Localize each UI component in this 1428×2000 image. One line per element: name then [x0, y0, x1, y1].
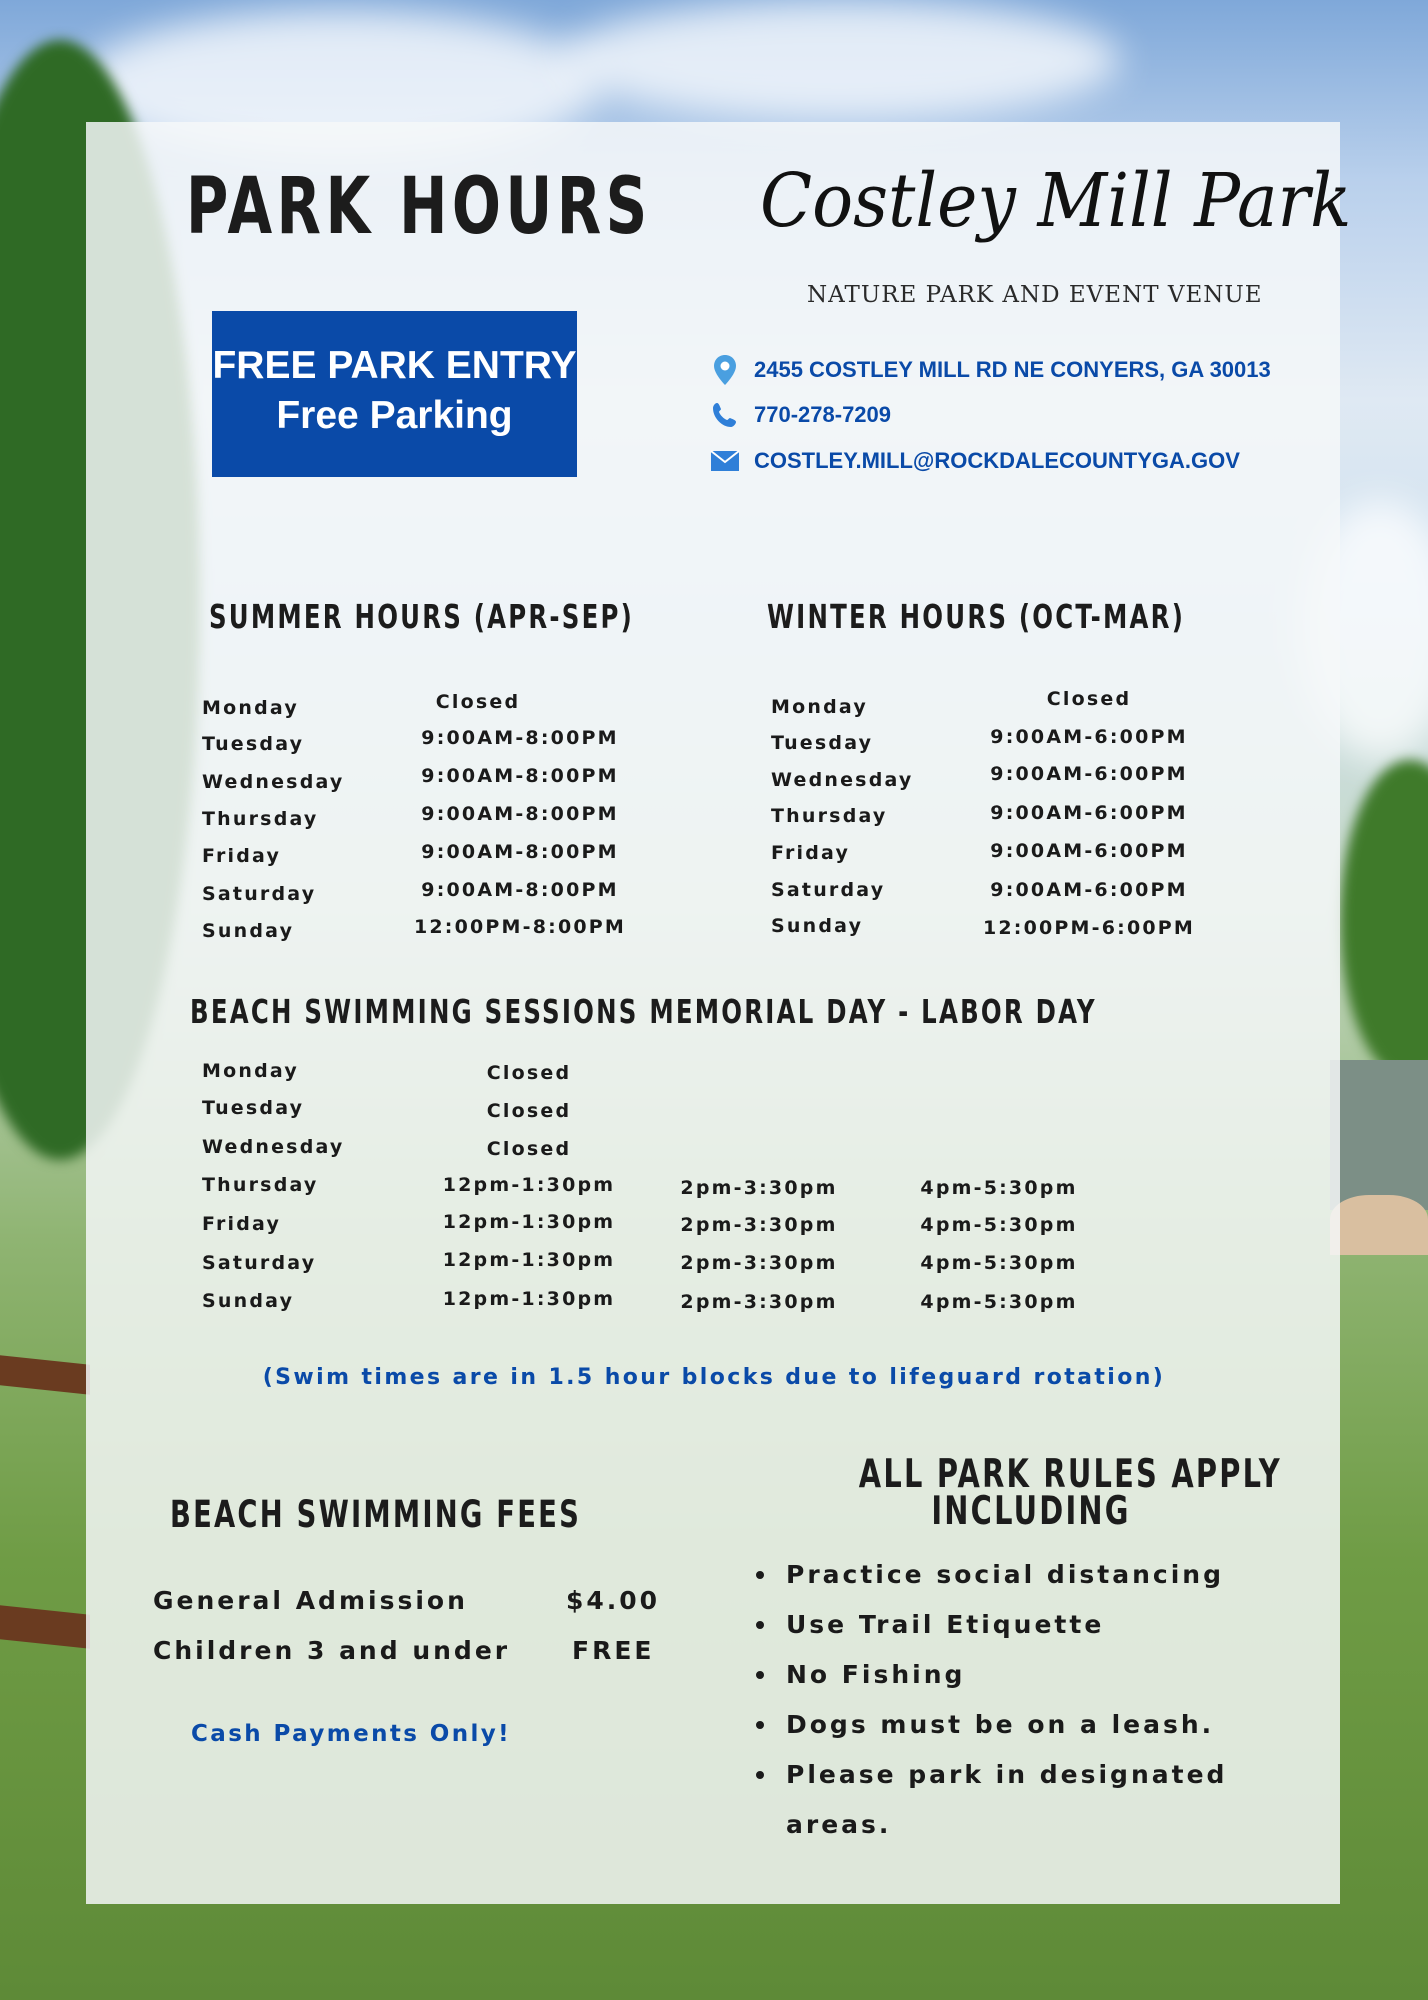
- swim-day: Wednesday: [202, 1136, 345, 1158]
- summer-day: Friday: [202, 845, 282, 867]
- swim-session-3: 4pm-5:30pm: [920, 1252, 1078, 1274]
- phone-text: 770-278-7209: [754, 402, 892, 427]
- winter-day: Thursday: [771, 805, 888, 827]
- winter-day: Sunday: [771, 915, 864, 937]
- phone-icon: [710, 400, 740, 430]
- summer-day: Wednesday: [202, 771, 345, 793]
- swim-day: Friday: [202, 1213, 282, 1235]
- winter-hours: 9:00AM-6:00PM: [990, 840, 1188, 862]
- rules-list: [752, 1550, 1246, 1850]
- rule-item: Practice social distancing: [752, 1550, 1246, 1600]
- children-label: Children 3 and under: [153, 1636, 511, 1665]
- swim-day: Sunday: [202, 1290, 295, 1312]
- swimming-sessions-heading: BEACH SWIMMING SESSIONS MEMORIAL DAY - LABOR DAY: [190, 992, 1097, 1031]
- free-entry-text: FREE PARK ENTRY: [212, 344, 577, 387]
- map-pin-icon: [710, 355, 740, 385]
- swim-session-2: 2pm-3:30pm: [680, 1177, 838, 1199]
- summer-hours: Closed: [435, 691, 521, 713]
- swim-session-1: Closed: [486, 1062, 572, 1084]
- summer-day: Thursday: [202, 808, 319, 830]
- summer-hours: 9:00AM-8:00PM: [421, 727, 619, 749]
- general-admission-label: General Admission: [153, 1586, 468, 1615]
- swim-session-1: 12pm-1:30pm: [442, 1174, 616, 1196]
- swim-session-3: 4pm-5:30pm: [920, 1214, 1078, 1236]
- swim-session-1: 12pm-1:30pm: [442, 1249, 616, 1271]
- summer-hours: 12:00PM-8:00PM: [413, 916, 627, 938]
- winter-hours: 9:00AM-6:00PM: [990, 802, 1188, 824]
- page-title: PARK HOURS: [186, 162, 652, 252]
- swim-session-1: 12pm-1:30pm: [442, 1288, 616, 1310]
- swim-session-3: 4pm-5:30pm: [920, 1291, 1078, 1313]
- winter-hours: 9:00AM-6:00PM: [990, 879, 1188, 901]
- free-entry-badge: [212, 311, 577, 477]
- summer-hours: 9:00AM-8:00PM: [421, 803, 619, 825]
- contact-email[interactable]: [710, 446, 1240, 476]
- winter-hours: 9:00AM-6:00PM: [990, 726, 1188, 748]
- address-text: 2455 COSTLEY MILL RD NE CONYERS, GA 30013: [754, 357, 1271, 382]
- winter-hours: Closed: [1046, 688, 1132, 710]
- winter-hours-heading: WINTER HOURS (OCT-MAR): [767, 597, 1186, 636]
- winter-day: Wednesday: [771, 769, 914, 791]
- brand-tagline: NATURE PARK AND EVENT VENUE: [807, 282, 1263, 308]
- lifeguard-note: (Swim times are in 1.5 hour blocks due to lifeguard rotation): [262, 1365, 1166, 1390]
- summer-hours: 9:00AM-8:00PM: [421, 841, 619, 863]
- envelope-icon: [710, 446, 740, 476]
- rule-item: No Fishing: [752, 1650, 1246, 1700]
- winter-day: Tuesday: [771, 732, 874, 754]
- cash-only-note: Cash Payments Only!: [191, 1721, 512, 1747]
- winter-hours: 12:00PM-6:00PM: [982, 917, 1196, 939]
- summer-hours: 9:00AM-8:00PM: [421, 879, 619, 901]
- summer-day: Saturday: [202, 883, 317, 905]
- summer-day: Tuesday: [202, 733, 305, 755]
- swim-day: Thursday: [202, 1174, 319, 1196]
- swim-session-1: 12pm-1:30pm: [442, 1211, 616, 1233]
- swim-day: Saturday: [202, 1252, 317, 1274]
- rule-item: Dogs must be on a leash.: [752, 1700, 1246, 1750]
- free-parking-text: Free Parking: [276, 394, 513, 437]
- winter-hours: 9:00AM-6:00PM: [990, 763, 1188, 785]
- swim-session-3: 4pm-5:30pm: [920, 1177, 1078, 1199]
- brand-logo-text: Costley Mill Park: [760, 158, 1352, 244]
- winter-day: Saturday: [771, 879, 886, 901]
- summer-hours-heading: SUMMER HOURS (APR-SEP): [209, 597, 634, 636]
- swim-session-1: Closed: [486, 1100, 572, 1122]
- swim-session-1: Closed: [486, 1138, 572, 1160]
- summer-hours: 9:00AM-8:00PM: [421, 765, 619, 787]
- rules-heading-line1: ALL PARK RULES APPLY: [858, 1452, 1282, 1497]
- swim-session-2: 2pm-3:30pm: [680, 1252, 838, 1274]
- swim-day: Tuesday: [202, 1097, 305, 1119]
- winter-day: Friday: [771, 842, 851, 864]
- rule-item: Please park in designated areas.: [752, 1750, 1246, 1850]
- swim-day: Monday: [202, 1060, 299, 1082]
- summer-day: Monday: [202, 697, 299, 719]
- summer-day: Sunday: [202, 920, 295, 942]
- children-price: FREE: [572, 1636, 655, 1665]
- rules-heading-line2: INCLUDING: [931, 1489, 1131, 1534]
- email-text: COSTLEY.MILL@ROCKDALECOUNTYGA.GOV: [754, 448, 1240, 473]
- contact-address[interactable]: [710, 355, 1271, 385]
- winter-day: Monday: [771, 696, 868, 718]
- rule-item: Use Trail Etiquette: [752, 1600, 1246, 1650]
- fees-heading: BEACH SWIMMING FEES: [170, 1493, 582, 1536]
- contact-phone[interactable]: [710, 400, 891, 430]
- swim-session-2: 2pm-3:30pm: [680, 1291, 838, 1313]
- swim-session-2: 2pm-3:30pm: [680, 1214, 838, 1236]
- general-admission-price: $4.00: [566, 1586, 661, 1615]
